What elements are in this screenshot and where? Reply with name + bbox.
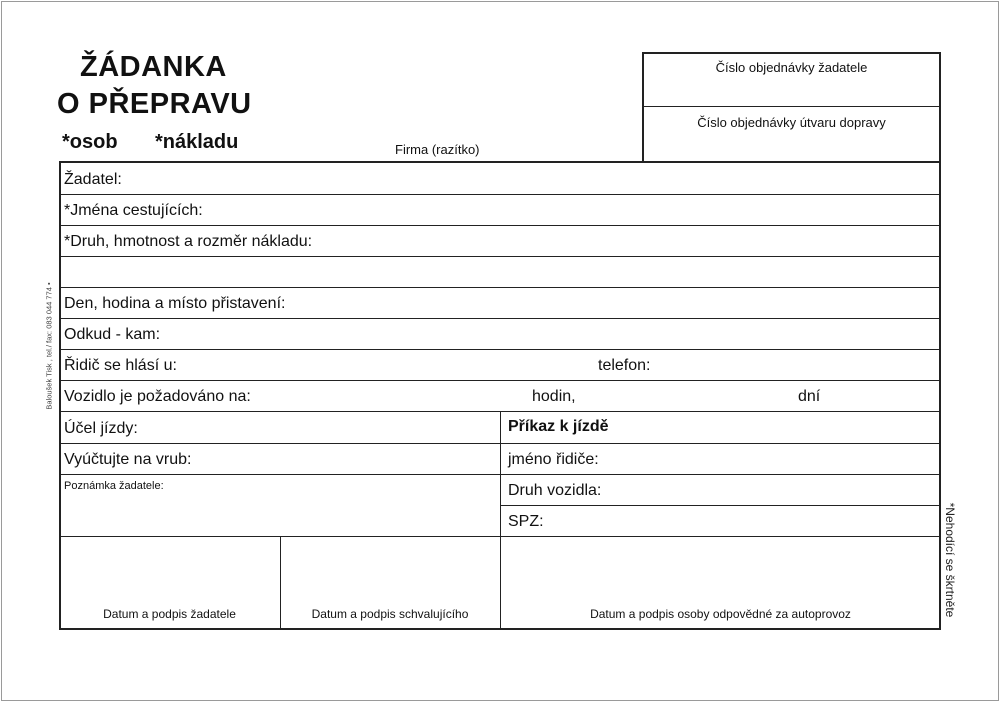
row-divider (500, 505, 941, 506)
phone-field[interactable]: telefon: (598, 357, 651, 374)
billing-field[interactable]: Vyúčtujte na vrub: (64, 451, 192, 468)
publisher-note: Baloušek Tisk , tel./ fax: 083 044 774 • (44, 282, 54, 410)
route-field[interactable]: Odkud - kam: (64, 326, 161, 343)
row-divider (59, 349, 941, 350)
transport-order-number-field[interactable]: Číslo objednávky útvaru dopravy (697, 115, 886, 130)
requester-signature-field[interactable]: Datum a podpis žadatele (103, 607, 236, 621)
option-cargo[interactable]: *nákladu (155, 131, 239, 153)
trip-order-title: Příkaz k jízdě (508, 418, 609, 435)
option-persons[interactable]: *osob (62, 131, 118, 153)
fleet-manager-signature-field[interactable]: Datum a podpis osoby odpovědné za autoprovoz (590, 607, 851, 621)
plate-field[interactable]: SPZ: (508, 513, 544, 530)
approver-signature-field[interactable]: Datum a podpis schvalujícího (311, 607, 469, 621)
form-title-line1: ŽÁDANKA (80, 51, 227, 83)
driver-reports-field[interactable]: Řidič se hlásí u: (64, 357, 177, 374)
requester-field[interactable]: Žadatel: (64, 171, 122, 188)
row-divider (59, 443, 500, 444)
strike-through-note: *Nehodící se škrtněte (943, 502, 957, 618)
row-divider (59, 256, 941, 257)
pickup-field[interactable]: Den, hodina a místo přistavení: (64, 295, 286, 312)
column-divider (500, 411, 501, 630)
row-divider (59, 194, 941, 195)
vehicle-required-field[interactable]: Vozidlo je požadováno na: (64, 388, 251, 405)
requester-order-number-field[interactable]: Číslo objednávky žadatele (715, 60, 868, 75)
days-label: dní (798, 388, 821, 405)
row-divider (59, 318, 941, 319)
row-divider (59, 287, 941, 288)
cargo-field[interactable]: *Druh, hmotnost a rozměr nákladu: (64, 233, 313, 250)
requester-note-field[interactable]: Poznámka žadatele: (64, 480, 164, 492)
stamp-label: Firma (razítko) (395, 142, 480, 157)
form-title-line2: O PŘEPRAVU (57, 88, 252, 120)
driver-name-field[interactable]: jméno řidiče: (508, 451, 599, 468)
row-divider (59, 380, 941, 381)
purpose-field[interactable]: Účel jízdy: (64, 420, 138, 437)
row-divider (59, 225, 941, 226)
passengers-field[interactable]: *Jména cestujících: (64, 202, 203, 219)
hours-label: hodin, (532, 388, 576, 405)
row-divider (500, 443, 941, 444)
vehicle-type-field[interactable]: Druh vozidla: (508, 482, 602, 499)
order-box-divider (642, 106, 941, 107)
